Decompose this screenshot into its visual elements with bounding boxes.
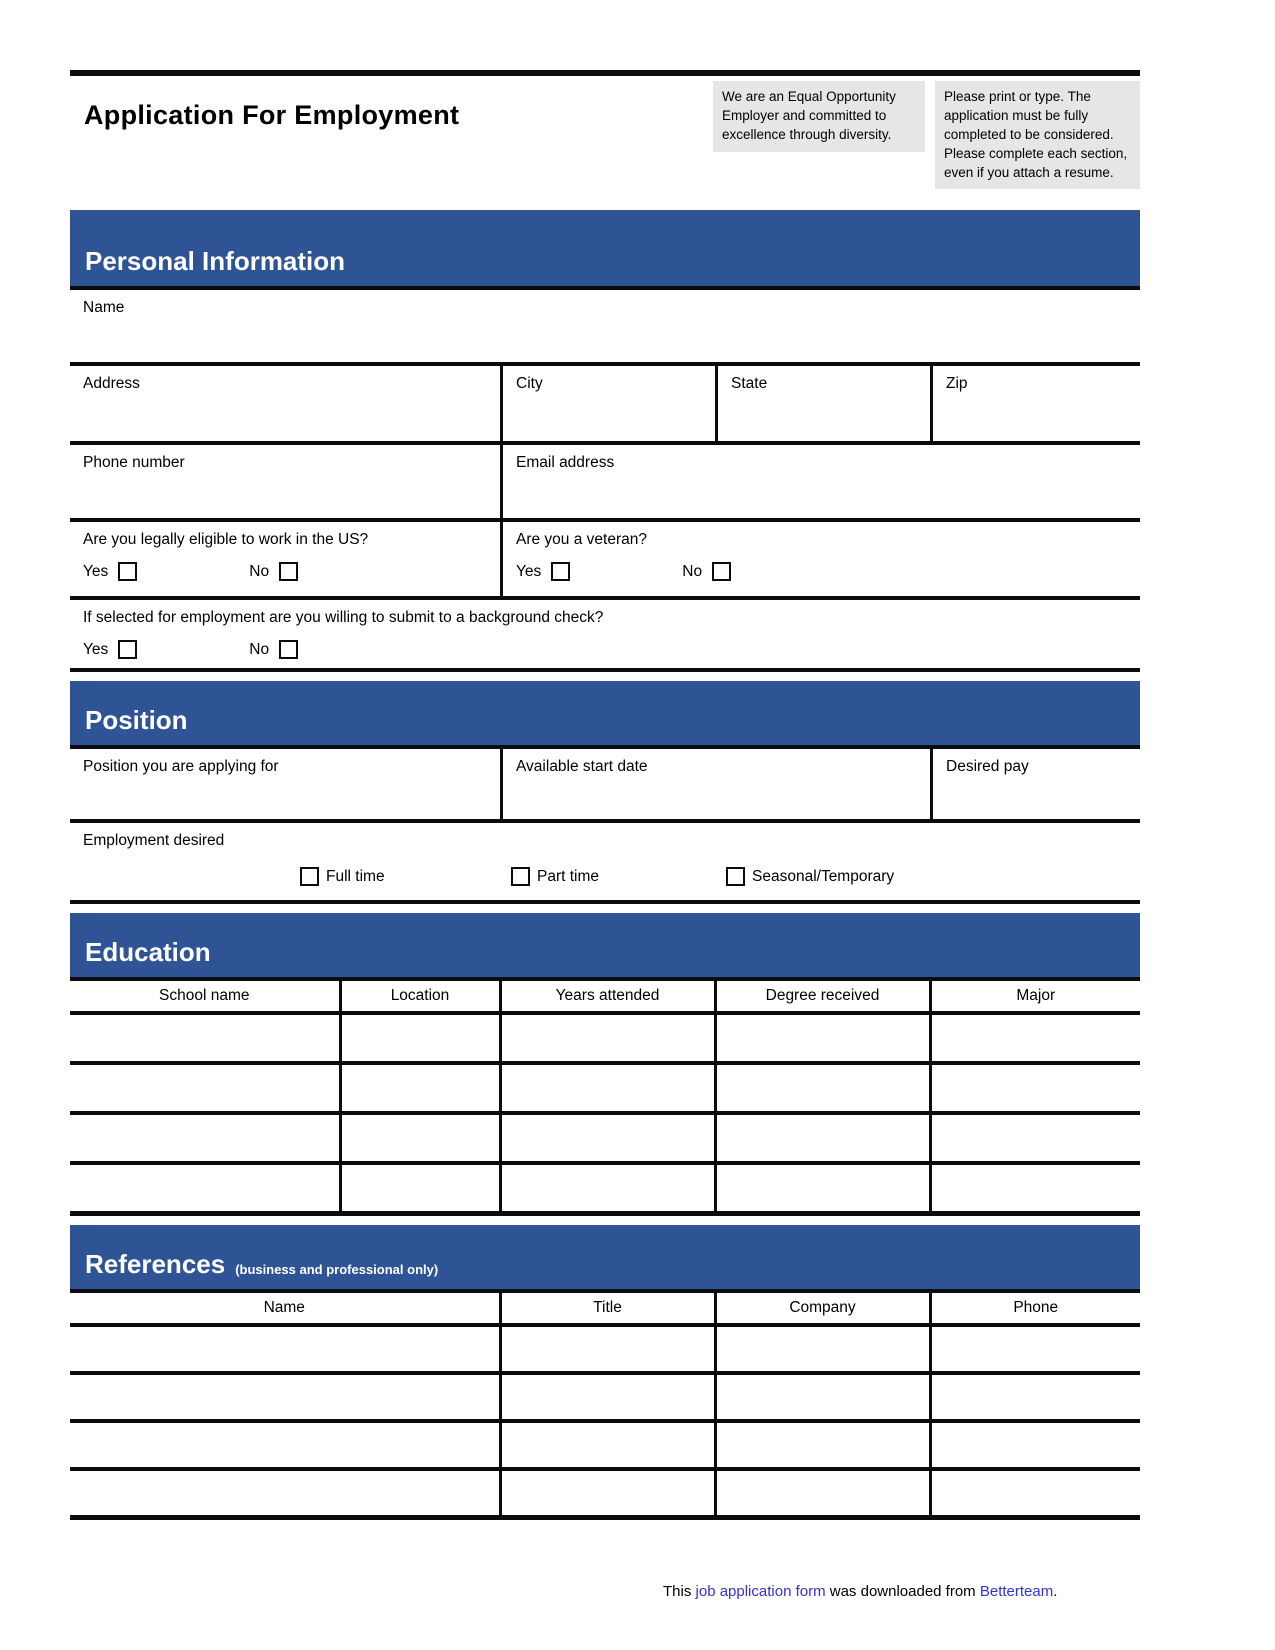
reference-cell[interactable] <box>930 1373 1140 1421</box>
employment-desired-cell <box>70 823 224 900</box>
education-header-row <box>70 981 1140 1013</box>
footer-brand-link[interactable]: Betterteam <box>979 1583 1054 1600</box>
education-col-major: Major <box>930 981 1140 1013</box>
form-content <box>70 70 1140 1520</box>
employment-option-seasonal <box>726 867 894 886</box>
education-col-location: Location <box>340 981 500 1013</box>
references-header-row <box>70 1293 1140 1325</box>
footer-prefix: This <box>663 1583 696 1600</box>
reference-cell[interactable] <box>930 1469 1140 1518</box>
part-time-checkbox[interactable] <box>511 867 530 886</box>
education-row <box>70 1063 1140 1113</box>
reference-cell[interactable] <box>70 1421 500 1469</box>
education-row <box>70 1163 1140 1214</box>
section-title-education: Education <box>85 937 211 967</box>
full-time-label: Full time <box>326 867 385 885</box>
education-cell[interactable] <box>500 1113 715 1163</box>
reference-cell[interactable] <box>715 1421 930 1469</box>
phone-field[interactable] <box>70 445 500 518</box>
position-applying-field[interactable] <box>70 749 500 819</box>
education-cell[interactable] <box>500 1163 715 1214</box>
start-date-field[interactable] <box>500 749 930 819</box>
section-title-personal-information: Personal Information <box>85 246 346 276</box>
reference-cell[interactable] <box>70 1373 500 1421</box>
veteran-yes-checkbox[interactable] <box>551 562 570 581</box>
reference-cell[interactable] <box>715 1325 930 1373</box>
education-cell[interactable] <box>715 1063 930 1113</box>
phone-label: Phone number <box>83 454 185 471</box>
reference-cell[interactable] <box>715 1469 930 1518</box>
employment-option-full-time <box>300 867 385 886</box>
reference-cell[interactable] <box>70 1325 500 1373</box>
section-bar-personal-information <box>70 210 1140 290</box>
reference-row <box>70 1325 1140 1373</box>
city-field[interactable] <box>500 366 715 441</box>
reference-cell[interactable] <box>715 1373 930 1421</box>
phone-email-row <box>70 445 1140 522</box>
education-table <box>70 981 1140 1216</box>
education-cell[interactable] <box>715 1013 930 1063</box>
veteran-no-checkbox[interactable] <box>712 562 731 581</box>
section-bar-references <box>70 1225 1140 1293</box>
background-question-cell <box>70 600 1140 668</box>
address-field[interactable] <box>70 366 500 441</box>
references-col-phone: Phone <box>930 1293 1140 1325</box>
reference-cell[interactable] <box>500 1421 715 1469</box>
education-cell[interactable] <box>340 1163 500 1214</box>
education-cell[interactable] <box>930 1013 1140 1063</box>
footer-form-link[interactable]: job application form <box>695 1583 826 1600</box>
background-no-checkbox[interactable] <box>279 640 298 659</box>
state-field[interactable] <box>715 366 930 441</box>
zip-field[interactable] <box>930 366 1140 441</box>
background-check-row <box>70 600 1140 672</box>
reference-cell[interactable] <box>500 1469 715 1518</box>
eligible-question-cell <box>70 522 500 596</box>
education-cell[interactable] <box>70 1163 340 1214</box>
desired-pay-field[interactable] <box>930 749 1140 819</box>
references-col-title: Title <box>500 1293 715 1325</box>
education-cell[interactable] <box>70 1063 340 1113</box>
footer-middle: was downloaded from <box>825 1583 980 1600</box>
references-col-name: Name <box>70 1293 500 1325</box>
references-note: (business and professional only) <box>235 1262 439 1277</box>
name-field[interactable] <box>70 290 1140 362</box>
section-bar-position <box>70 681 1140 749</box>
veteran-question: Are you a veteran? <box>516 531 647 548</box>
veteran-no-label: No <box>682 562 703 580</box>
references-col-company: Company <box>715 1293 930 1325</box>
address-row <box>70 366 1140 445</box>
employment-desired-label: Employment desired <box>83 832 225 849</box>
education-cell[interactable] <box>715 1163 930 1214</box>
section-bar-education <box>70 913 1140 981</box>
address-label: Address <box>83 375 140 392</box>
education-cell[interactable] <box>340 1013 500 1063</box>
reference-row <box>70 1421 1140 1469</box>
education-row <box>70 1113 1140 1163</box>
eligible-yesno <box>83 562 500 581</box>
print-notice: Please print or type. The application must be fully completed to be considered. Please complete each section, even if you attach a resume. <box>935 81 1140 189</box>
education-cell[interactable] <box>340 1063 500 1113</box>
background-yesno <box>83 640 1140 659</box>
section-title-references: References <box>85 1249 226 1279</box>
eligible-no-checkbox[interactable] <box>279 562 298 581</box>
eeo-notice: We are an Equal Opportunity Employer and committed to excellence through diversity. <box>713 81 925 152</box>
veteran-yesno <box>516 562 1140 581</box>
background-question: If selected for employment are you willing to submit to a background check? <box>83 609 604 626</box>
veteran-question-cell <box>500 522 1140 596</box>
education-col-school: School name <box>70 981 340 1013</box>
background-no-label: No <box>249 640 270 658</box>
eligible-question: Are you legally eligible to work in the US? <box>83 531 369 548</box>
education-cell[interactable] <box>70 1013 340 1063</box>
seasonal-temporary-label: Seasonal/Temporary <box>752 867 895 885</box>
education-row <box>70 1013 1140 1063</box>
eligible-yes-checkbox[interactable] <box>118 562 137 581</box>
education-cell[interactable] <box>930 1163 1140 1214</box>
full-time-checkbox[interactable] <box>300 867 319 886</box>
reference-cell[interactable] <box>930 1421 1140 1469</box>
education-cell[interactable] <box>340 1113 500 1163</box>
part-time-label: Part time <box>537 867 600 885</box>
references-table <box>70 1293 1140 1520</box>
reference-cell[interactable] <box>500 1373 715 1421</box>
education-cell[interactable] <box>930 1113 1140 1163</box>
employment-desired-row <box>70 823 1140 904</box>
education-col-years: Years attended <box>500 981 715 1013</box>
education-cell[interactable] <box>70 1113 340 1163</box>
reference-row <box>70 1373 1140 1421</box>
reference-row <box>70 1469 1140 1518</box>
position-applying-label: Position you are applying for <box>83 758 279 775</box>
background-yes-checkbox[interactable] <box>118 640 137 659</box>
education-cell[interactable] <box>500 1013 715 1063</box>
email-field[interactable] <box>500 445 1140 518</box>
employment-option-part-time <box>511 867 599 886</box>
footer-suffix: . <box>1053 1583 1058 1600</box>
name-label: Name <box>83 299 125 316</box>
reference-cell[interactable] <box>500 1325 715 1373</box>
eligibility-row <box>70 522 1140 600</box>
desired-pay-label: Desired pay <box>946 758 1029 775</box>
education-col-degree: Degree received <box>715 981 930 1013</box>
reference-cell[interactable] <box>930 1325 1140 1373</box>
form-header <box>70 76 1140 210</box>
footer-attribution <box>663 1583 1057 1600</box>
background-yes-label: Yes <box>83 640 109 658</box>
veteran-yes-label: Yes <box>516 562 542 580</box>
eligible-yes-label: Yes <box>83 562 109 580</box>
education-cell[interactable] <box>500 1063 715 1113</box>
state-label: State <box>731 375 768 392</box>
position-row <box>70 749 1140 823</box>
email-label: Email address <box>516 454 615 471</box>
page-title: Application For Employment <box>84 100 460 130</box>
zip-label: Zip <box>946 375 968 392</box>
section-title-position: Position <box>85 705 188 735</box>
eligible-no-label: No <box>249 562 270 580</box>
name-row <box>70 290 1140 366</box>
education-cell[interactable] <box>930 1063 1140 1113</box>
reference-cell[interactable] <box>70 1469 500 1518</box>
seasonal-temporary-checkbox[interactable] <box>726 867 745 886</box>
education-cell[interactable] <box>715 1113 930 1163</box>
city-label: City <box>516 375 543 392</box>
start-date-label: Available start date <box>516 758 648 775</box>
